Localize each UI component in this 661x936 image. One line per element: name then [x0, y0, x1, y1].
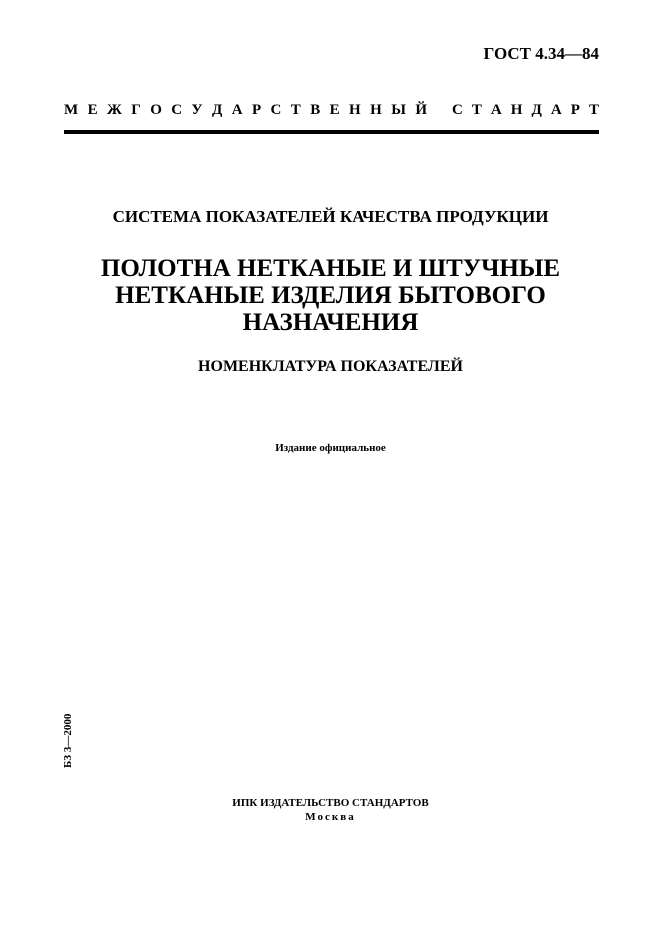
heading-letter: М — [64, 102, 79, 118]
heading-letter: Т — [290, 102, 301, 118]
city: Москва — [305, 811, 356, 823]
heading-letter: Д — [531, 102, 542, 118]
standard-word — [452, 102, 599, 122]
header-rule — [64, 130, 599, 134]
system-title: СИСТЕМА ПОКАЗАТЕЛЕЙ КАЧЕСТВА ПРОДУКЦИИ — [112, 207, 549, 226]
heading-letter: Ж — [107, 102, 122, 118]
main-title-line: ПОЛОТНА НЕТКАНЫЕ И ШТУЧНЫЕ — [100, 255, 561, 282]
interstate-word — [64, 102, 427, 122]
subtitle: НОМЕНКЛАТУРА ПОКАЗАТЕЛЕЙ — [198, 358, 463, 375]
heading-letter: Р — [251, 102, 262, 118]
heading-letter: А — [490, 102, 502, 118]
heading-letter: С — [270, 102, 282, 118]
heading-letter: Р — [570, 102, 580, 118]
main-title — [0, 255, 661, 336]
publisher: ИПК ИЗДАТЕЛЬСТВО СТАНДАРТОВ — [232, 797, 429, 809]
heading-letter: Г — [131, 102, 141, 118]
heading-letter: Ы — [391, 102, 406, 118]
interstate-standard-heading — [64, 102, 599, 122]
side-code: БЗ 3—2000 — [62, 713, 74, 768]
heading-letter: Й — [415, 102, 427, 118]
heading-letter: Т — [471, 102, 482, 118]
standard-number: ГОСТ 4.34—84 — [483, 44, 599, 63]
main-title-line: НЕТКАНЫЕ ИЗДЕЛИЯ БЫТОВОГО — [115, 282, 546, 309]
heading-letter: Д — [211, 102, 223, 118]
heading-letter: Н — [349, 102, 361, 118]
heading-letter: О — [150, 102, 162, 118]
heading-letter: У — [191, 102, 203, 118]
heading-letter: С — [452, 102, 463, 118]
heading-letter: Е — [87, 102, 98, 118]
heading-letter: А — [231, 102, 243, 118]
heading-letter: А — [550, 102, 562, 118]
heading-letter: Т — [588, 102, 599, 118]
heading-letter: В — [310, 102, 321, 118]
edition-note: Издание официальное — [275, 442, 386, 454]
heading-letter: Н — [510, 102, 523, 118]
heading-letter: Е — [329, 102, 340, 118]
main-title-line: НАЗНАЧЕНИЯ — [242, 309, 419, 336]
heading-letter: Н — [370, 102, 382, 118]
heading-letter: С — [171, 102, 183, 118]
